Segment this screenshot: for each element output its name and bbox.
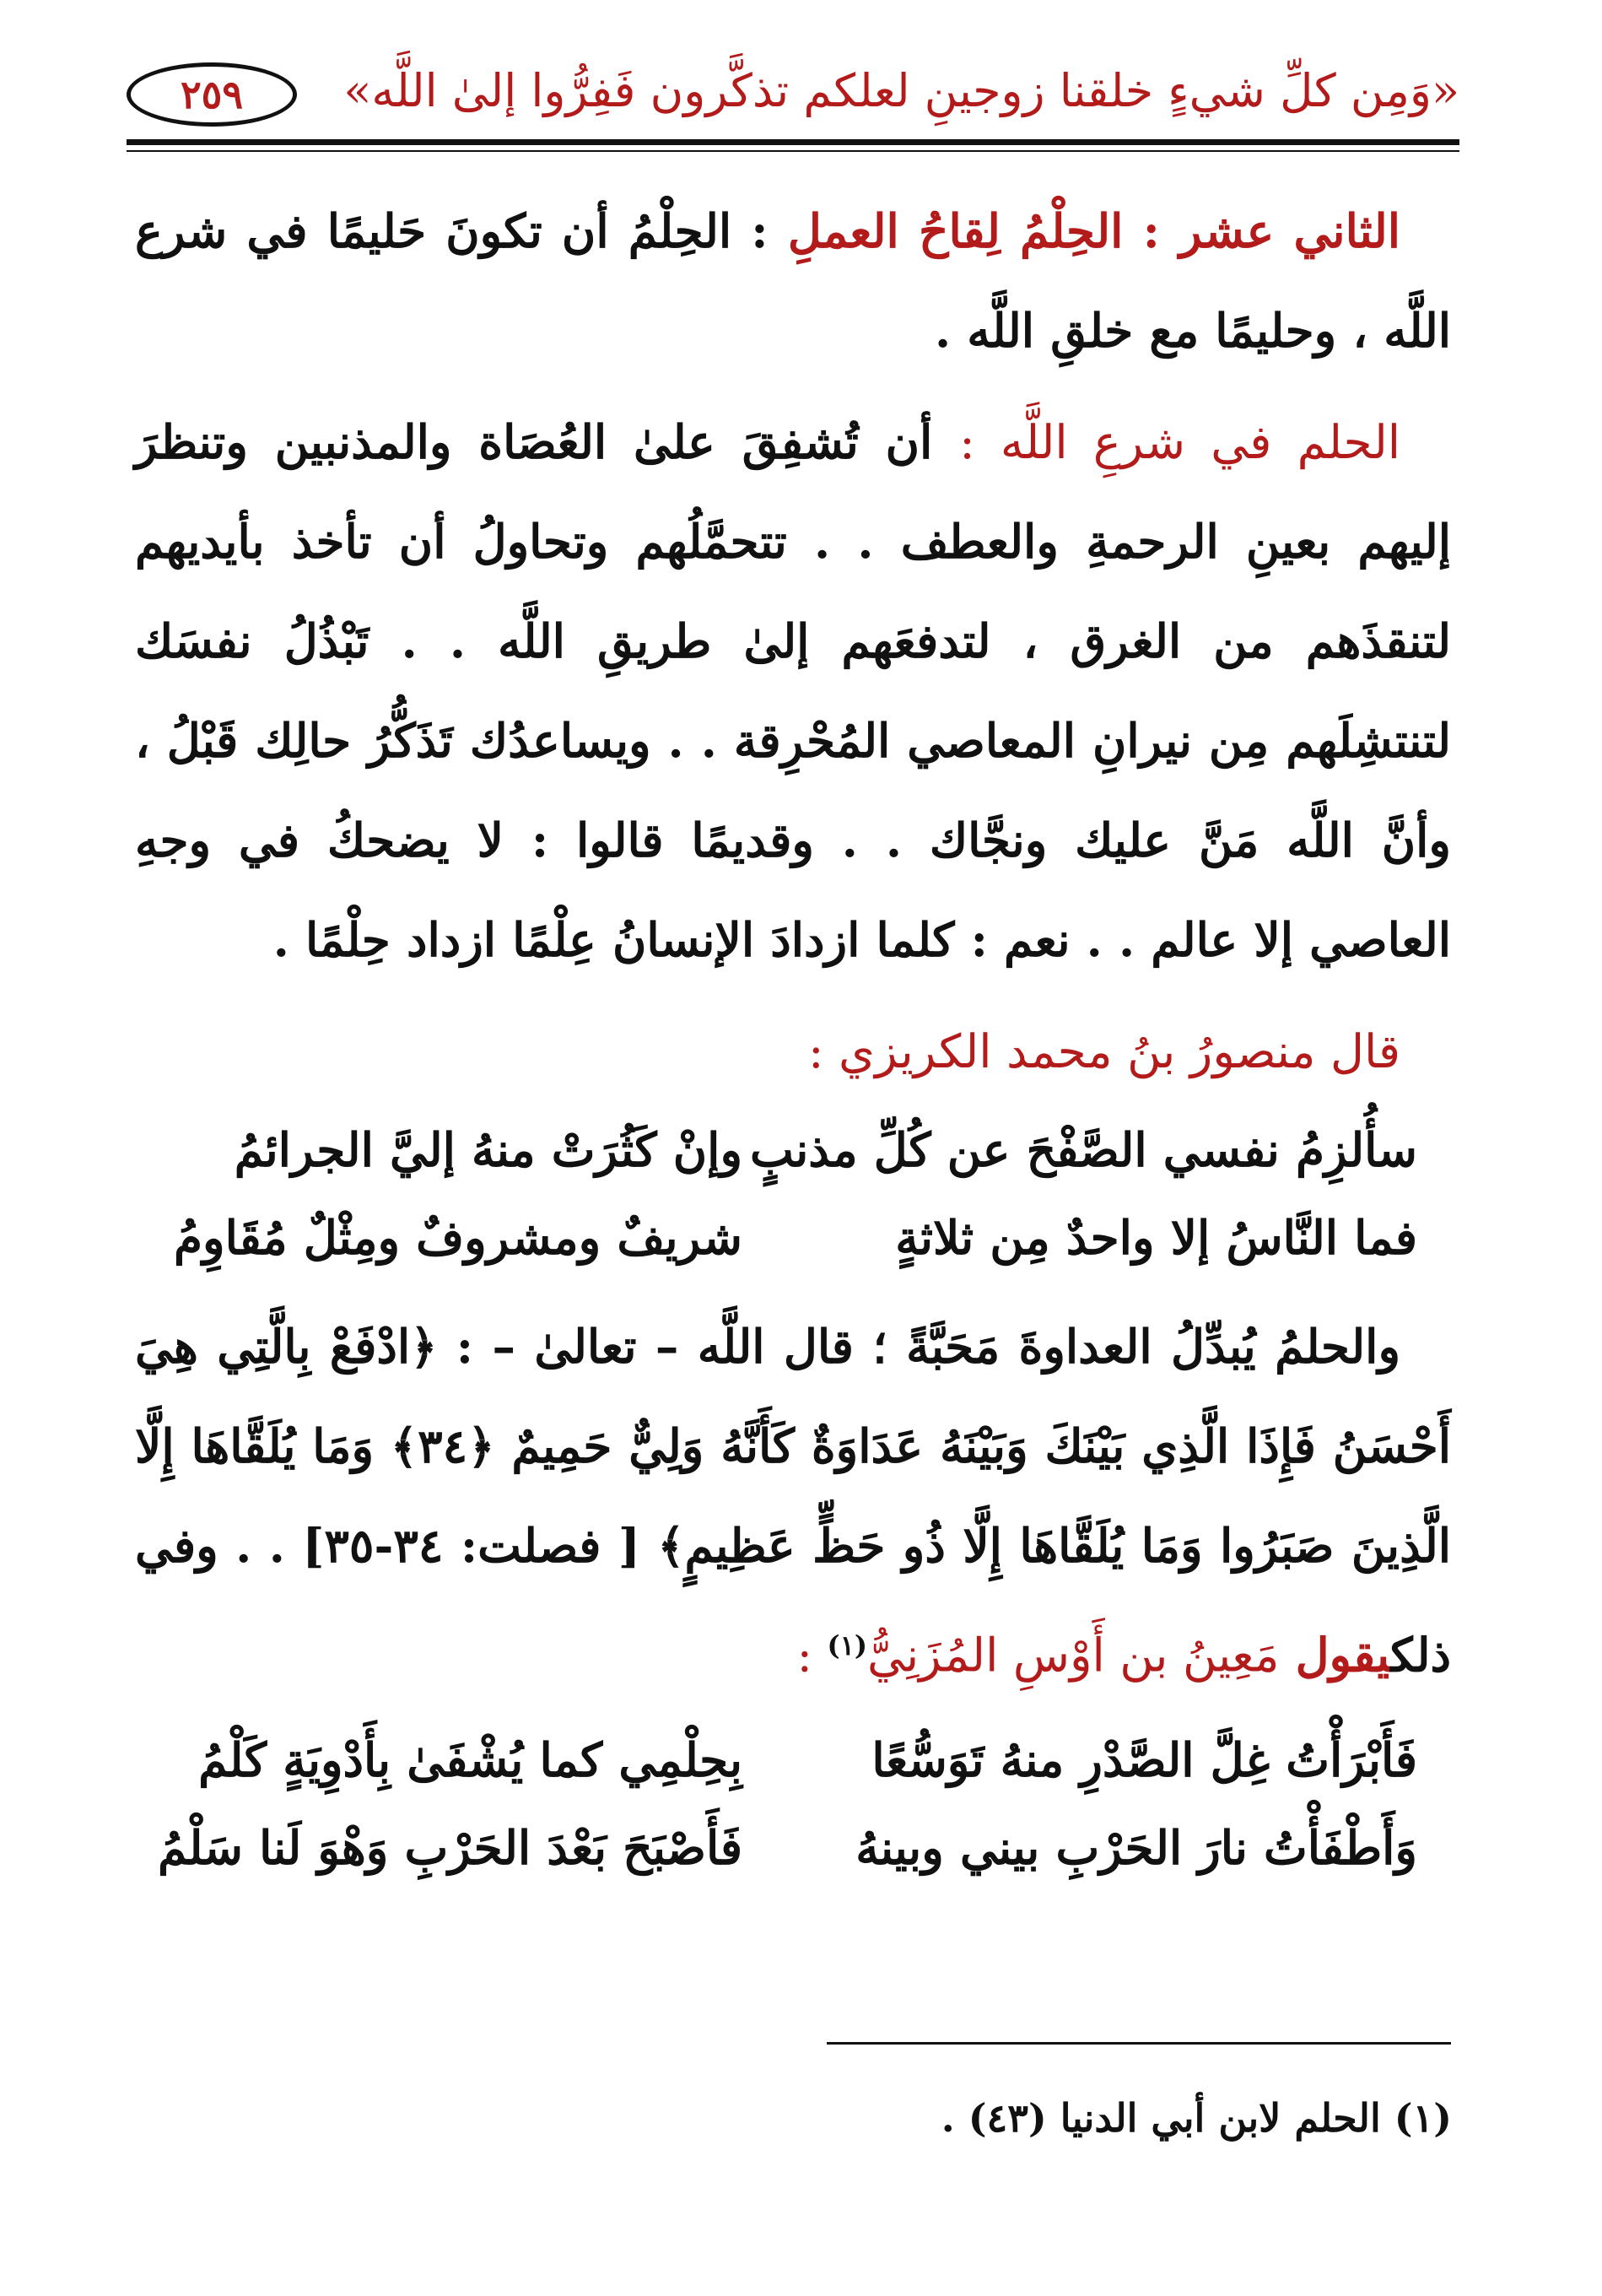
verse-second-hemistich: شريفٌ ومشروفٌ ومِثْلٌ مُقَاوِمُ (173, 1210, 742, 1265)
section-text: : الحِلْمُ أن تكونَ حَليمًا في شرع اللَّه ، وحليمًا مع خلقِ اللَّه . (135, 203, 1451, 358)
page-number-badge: ٢٥٩ (127, 62, 297, 127)
verse-first-hemistich: وَأَطْفَأْتُ نارَ الحَرْبِ بيني وبينهُ (855, 1820, 1417, 1876)
section-number: الثاني عشر : (1142, 203, 1401, 258)
quran-verse: ﴿ادْفَعْ بِالَّتِي هِيَ أَحْسَنُ فَإِذَا الَّذِي بَيْنَكَ وَبَيْنَهُ عَدَاوَةٌ كَأَنَّهُ وَلِيٌّ حَمِيمٌ ﴿٣٤﴾ وَمَا يُلَقَّاهَا إِلَّا الَّذِينَ صَبَرُوا وَمَا يُلَقَّاهَا إِلَّا ذُو حَظٍّ عَظِيمٍ﴾ (135, 1319, 1451, 1573)
main-text (135, 181, 1451, 1907)
verse-first-hemistich: سأُلزِمُ نفسي الصَّفْحَ عن كُلِّ مذنبٍ (749, 1122, 1417, 1177)
footnote-separator (827, 2042, 1451, 2045)
footnote: (١) الحلم لابن أبي الدنيا (٤٣) . (941, 2095, 1452, 2141)
poet-colon: : (796, 1628, 828, 1683)
section-title: الحِلْمُ لِقاحُ العملِ (787, 203, 1124, 258)
verse-first-hemistich: فَأَبْرَأْتُ غِلَّ الصَّدْرِ منهُ تَوَسُّعًا (871, 1732, 1417, 1788)
forbearance-paragraph (135, 1297, 1451, 1704)
verse-second-hemistich: فَأَصْبَحَ بَعْدَ الحَرْبِ وَهْوَ لَنا سَلْمُ (158, 1820, 742, 1876)
poet-name: مَعِينُ بن أَوْسِ المُزَنِيُّ (867, 1628, 1280, 1683)
running-title: «وَمِن كلِّ شيءٍ خلقنا زوجينِ لعلكم تذكَّرون فَفِرُّوا إلىٰ اللَّه» (343, 64, 1459, 117)
header-rule-thin (127, 150, 1459, 152)
verse-first-hemistich: فما النَّاسُ إلا واحدٌ مِن ثلاثةٍ (895, 1210, 1417, 1265)
poem-intro: قال منصورُ بنُ محمد الكريزي : (808, 1024, 1400, 1078)
paragraph-text: والحلمُ يُبدِّلُ العداوةَ مَحَبَّةً ؛ قال اللَّه – تعالىٰ – : (456, 1319, 1400, 1374)
page-header (127, 51, 1459, 143)
verse (135, 1106, 1451, 1194)
paragraph-text: أن تُشفِقَ علىٰ العُصَاة والمذنبين وتنظرَ إليهم بعينِ الرحمةِ والعطف . . تتحمَّلُهم وتحاولُ أن تأخذ بأيديهم لتنقذَهم من الغرق ، لتدفعَهم إلىٰ طريقِ اللَّه . . تَبْذُلُ نفسَك لتنتشِلَهم مِن نيرانِ المعاصي المُحْرِقة . . ويساعدُك تَذَكُّرُ حالِك قَبْلُ ، وأنَّ اللَّه مَنَّ عليك ونجَّاك . . وقديمًا قالوا : لا يضحكُ في وجهِ العاصي إلا عالم . . نعم : كلما ازدادَ الإنسانُ عِلْمًا ازداد حِلْمًا . (135, 414, 1451, 967)
verse-citation: [ فصلت: ٣٤-٣٥] . . وفي ذلك (135, 1518, 1451, 1683)
mercy-paragraph (135, 392, 1451, 990)
verse (135, 1194, 1451, 1282)
footnote-reference: (١) (827, 1629, 868, 1661)
verse-second-hemistich: وإنْ كَثُرَتْ منهُ إليَّ الجرائمُ (234, 1122, 742, 1177)
verse-second-hemistich: بِحِلْمِي كما يُشْفَىٰ بِأَدْوِيَةٍ كَلْمُ (198, 1732, 742, 1788)
red-word: يقول (1295, 1627, 1391, 1683)
verse (135, 1804, 1451, 1892)
poem-1 (135, 1106, 1451, 1282)
verse (135, 1716, 1451, 1804)
poem-2 (135, 1716, 1451, 1892)
paragraph-lead: الحلم في شرعِ اللَّه : (959, 415, 1400, 469)
section-paragraph (135, 181, 1451, 381)
header-rule-thick (127, 139, 1459, 145)
